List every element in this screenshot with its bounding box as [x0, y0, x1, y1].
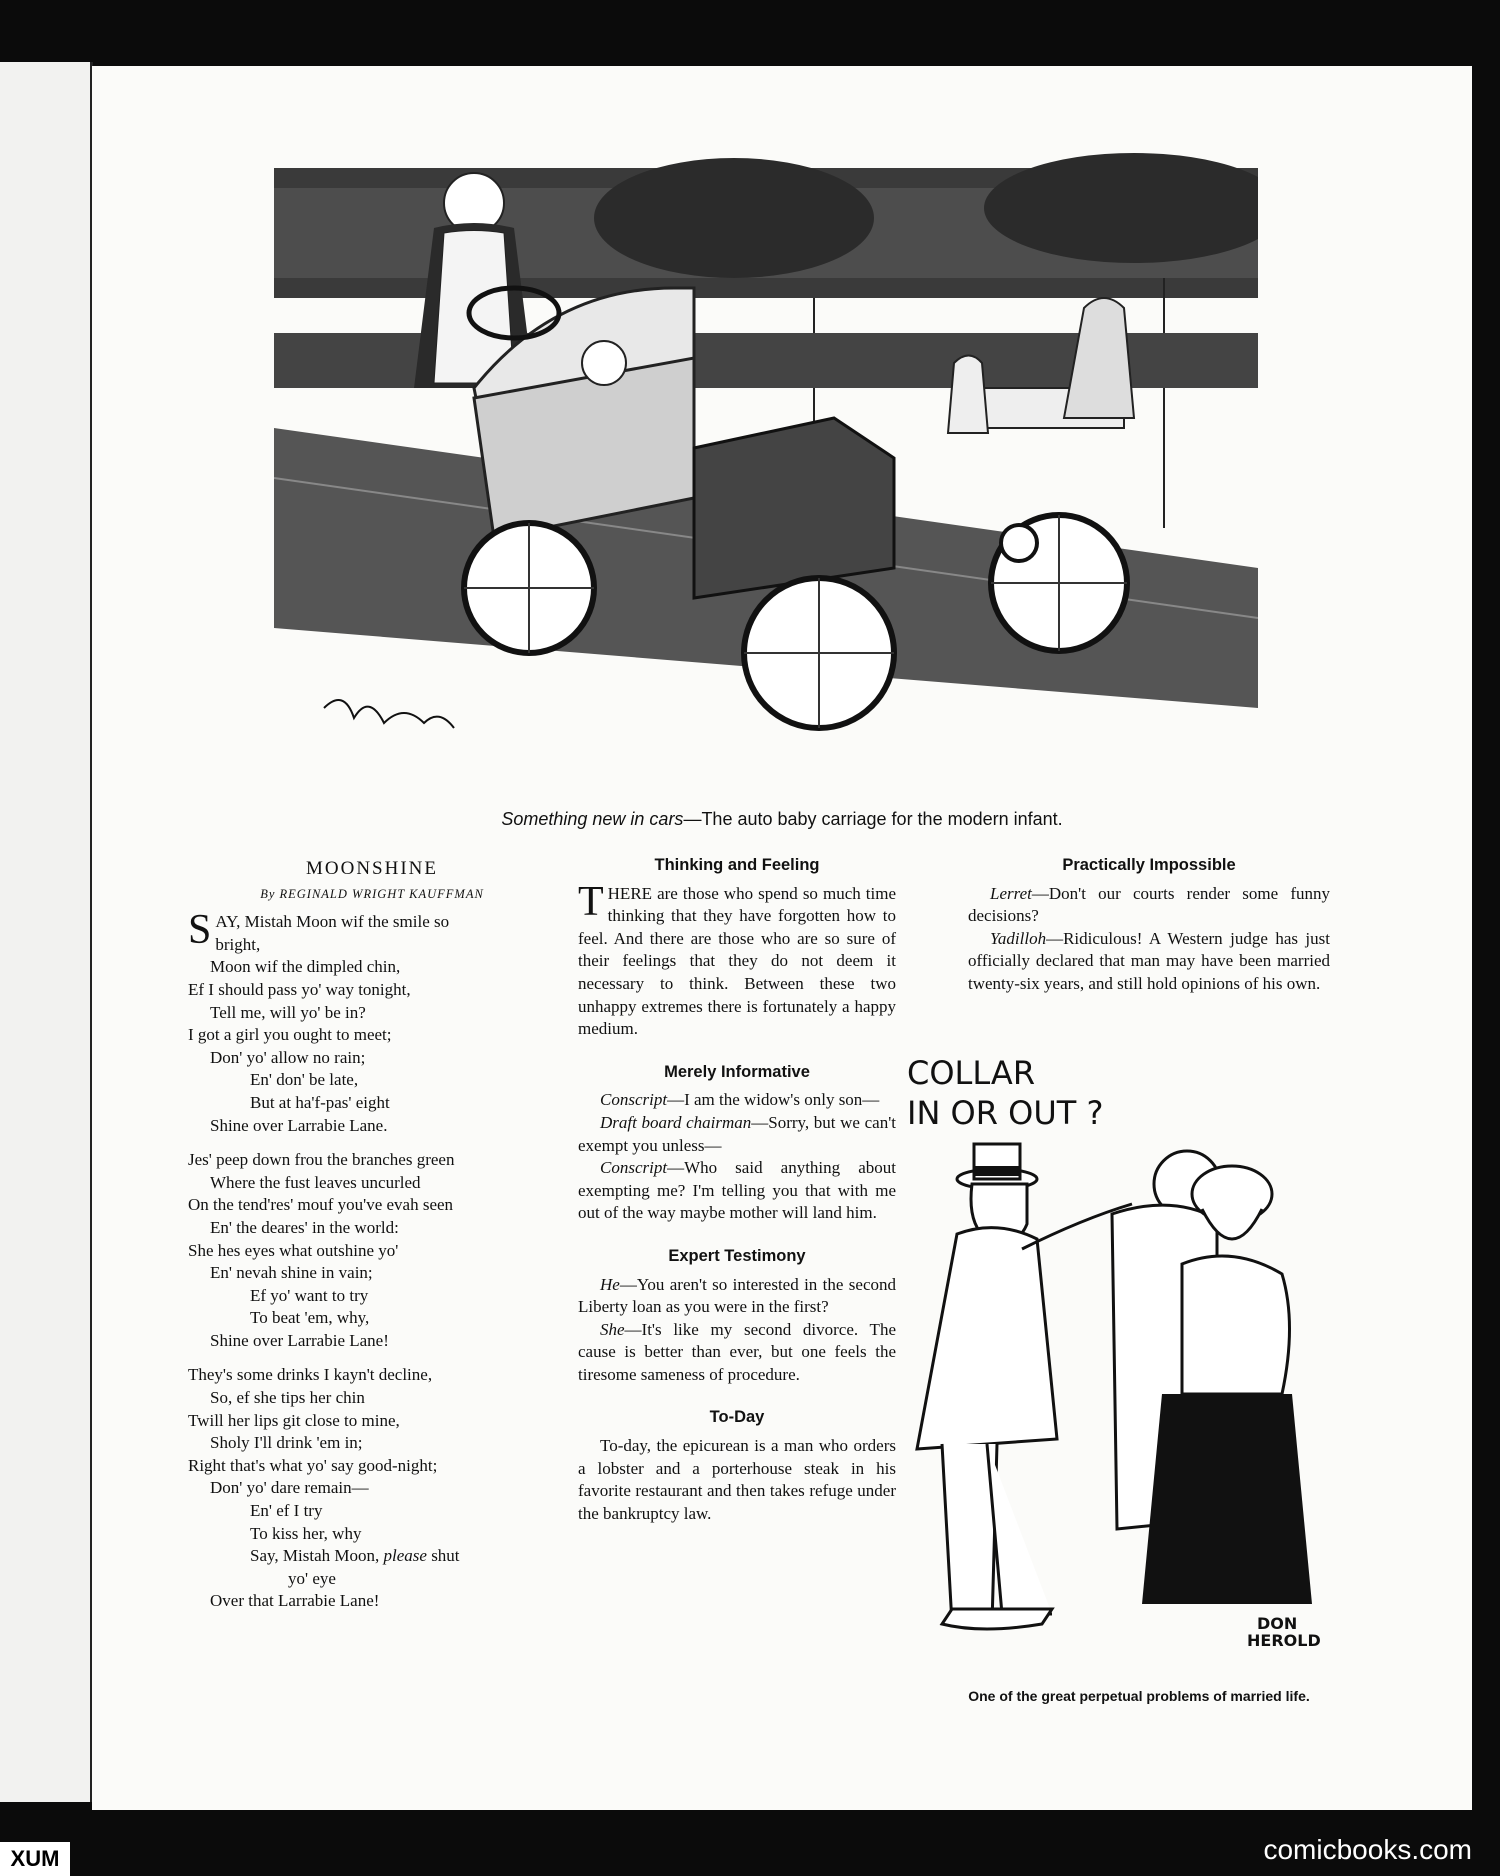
poem-line: bright, [215, 934, 261, 954]
cartoon-speech-line-1: COLLAR [907, 1054, 1036, 1092]
merely-section [578, 1061, 896, 1225]
poem-line: They's some drinks I kayn't decline, [188, 1365, 433, 1385]
poem-line: Sholy I'll drink 'em in; [210, 1433, 363, 1453]
poem-line: En' the deares' in the world: [210, 1217, 399, 1237]
right-column [968, 850, 1330, 1016]
poem-line: To beat 'em, why, [250, 1308, 370, 1328]
poem-line: Shine over Larrabie Lane. [210, 1115, 388, 1135]
today-text: To-day, the epicurean is a man who orders a lobster and a porterhouse steak in his favorite restaurant and then takes refuge under the bankruptcy law. [578, 1436, 896, 1523]
dialogue: —Sorry, but we can't exempt you unless— [578, 1112, 896, 1155]
poem-line: But at ha'f-pas' eight [250, 1092, 390, 1112]
poem-column [188, 858, 556, 1625]
dialogue: —Don't our courts render some funny decisions? [968, 883, 1330, 926]
poem-line: Right that's what yo' say good-night; [188, 1455, 438, 1475]
poem-line: Where the fust leaves uncurled [210, 1172, 421, 1192]
poem-stanza-2 [188, 1149, 556, 1352]
poem-line: Ef yo' want to try [250, 1285, 369, 1305]
dialogue: —Ridiculous! A Western judge has just officially declared that man may have been married twenty-six years, and still hold opinions of his own. [968, 928, 1330, 993]
poem-line: Over that Larrabie Lane! [210, 1591, 380, 1611]
corner-tag: XUM [0, 1842, 70, 1876]
speaker: She [600, 1319, 625, 1339]
auto-baby-carriage-illustration [274, 148, 1258, 798]
thinking-text: HERE are those who spend so much time thinking that they have forgotten how to feel. And there are those who are so sure of their feelings that they do not deem it necessary to think. Between these two unhappy extremes there is fortunately a happy medium. [578, 883, 896, 1039]
poem-line: Tell me, will yo' be in? [210, 1002, 366, 1022]
poem-line: So, ef she tips her chin [210, 1388, 365, 1408]
poem-text: shut [431, 1546, 460, 1566]
section-title: Merely Informative [664, 1062, 810, 1081]
middle-column [578, 850, 896, 1545]
caption-rest: —The auto baby carriage for the modern infant. [683, 809, 1063, 829]
dialogue: —It's like my second divorce. The cause is better than ever, but one feels the tiresome sameness of procedure. [578, 1319, 896, 1384]
illustration-caption [92, 809, 1472, 830]
thinking-section [578, 854, 896, 1041]
left-page-edge [0, 62, 93, 1802]
thinking-dropcap: T [578, 878, 604, 925]
cartoon-speech-line-2: IN OR OUT ? [907, 1094, 1104, 1132]
magazine-page [92, 66, 1472, 1810]
poem-line: Ef I should pass yo' way tonight, [188, 979, 411, 999]
section-title: Thinking and Feeling [654, 856, 820, 874]
poem-line: En' nevah shine in vain; [210, 1263, 373, 1283]
dialogue: —I am the widow's only son— [667, 1090, 880, 1110]
cartoon-caption: One of the great perpetual problems of married life. [968, 1688, 1310, 1704]
poem-line [188, 1545, 556, 1568]
poem-stanza-1 [188, 907, 556, 1137]
speaker: Conscript [600, 1158, 668, 1178]
poem-stanza-3 [188, 1364, 556, 1613]
dialogue: —Who said anything about exempting me? I'm telling you that with me out of the way maybe mother will land him. [578, 1158, 896, 1223]
poem-line: She hes eyes what outshine yo' [188, 1240, 399, 1260]
poem-line: En' ef I try [250, 1501, 323, 1521]
section-title: Expert Testimony [668, 1246, 806, 1265]
site-watermark: comicbooks.com [1263, 1834, 1472, 1865]
poem-line: Jes' peep down frou the branches green [188, 1150, 455, 1170]
poem-line: Shine over Larrabie Lane! [210, 1330, 389, 1350]
speaker: Draft board chairman [600, 1112, 752, 1132]
poem-line: yo' eye [288, 1568, 336, 1588]
speaker: Yadilloh [990, 928, 1047, 948]
poem-line: Moon wif the dimpled chin, [210, 957, 401, 977]
poem-byline: By REGINALD WRIGHT KAUFFMAN [260, 886, 484, 901]
section-title: Practically Impossible [1062, 856, 1236, 874]
poem-italic: please [383, 1546, 427, 1566]
poem-line: AY, Mistah Moon wif the smile so [215, 912, 450, 932]
poem-line: I got a girl you ought to meet; [188, 1025, 392, 1045]
speaker: Conscript [600, 1090, 668, 1110]
cartoon-signature-1: DON [1257, 1614, 1298, 1633]
poem-title: MOONSHINE [306, 858, 438, 879]
cartoon-signature-2: HEROLD [1247, 1631, 1321, 1650]
poem-line: Don' yo' allow no rain; [210, 1047, 366, 1067]
speaker: He [600, 1274, 620, 1294]
poem-line: On the tend'res' mouf you've evah seen [188, 1195, 454, 1215]
dialogue: —You aren't so interested in the second Liberty loan as you were in the first? [578, 1274, 896, 1317]
poem-text: Say, Mistah Moon, [250, 1546, 380, 1566]
poem-line: Twill her lips git close to mine, [188, 1410, 400, 1430]
speaker: Lerret [990, 883, 1032, 903]
poem-line: En' don' be late, [250, 1070, 359, 1090]
poem-line: Don' yo' dare remain— [210, 1478, 369, 1498]
caption-italic: Something new in cars [501, 809, 684, 829]
practically-section [968, 854, 1330, 996]
poem-line: To kiss her, why [250, 1523, 362, 1543]
poem-dropcap: S [188, 907, 212, 954]
section-title: To-Day [709, 1408, 765, 1427]
today-section [578, 1406, 896, 1525]
collar-cartoon [902, 1034, 1382, 1674]
expert-section [578, 1245, 896, 1387]
